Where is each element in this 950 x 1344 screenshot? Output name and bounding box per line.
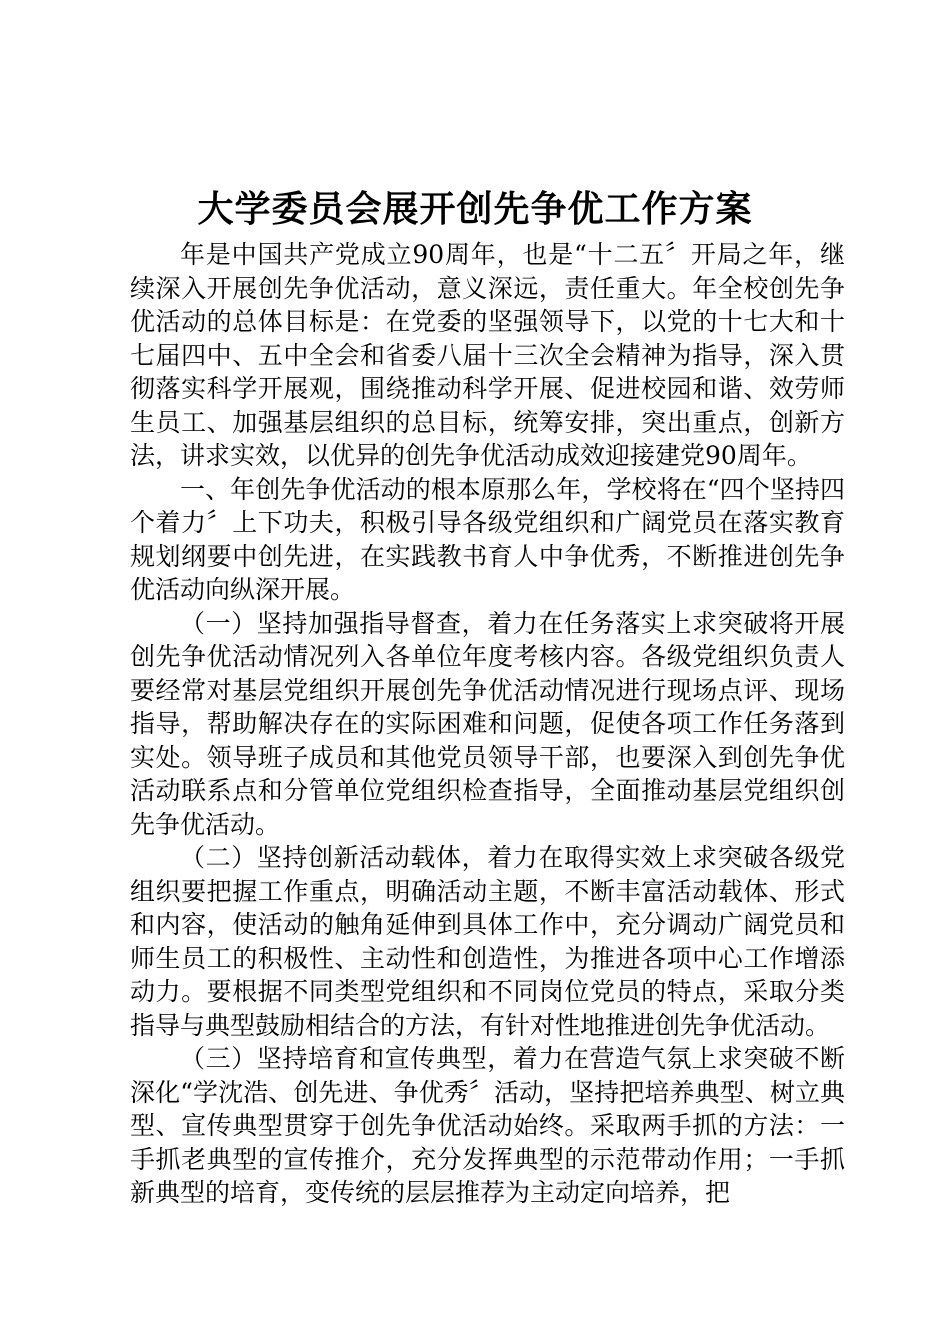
- paragraph-section-1: 一、年创先争优活动的根本原那么年，学校将在“四个坚持四个着力〞上下功夫，积极引导各级党组织和广阔党员在落实教育规划纲要中创先进，在实践教书育人中争优秀，不断推进创先争优活动向纵深开展。: [130, 474, 845, 604]
- paragraph-item-2: （二）坚持创新活动载体，着力在取得实效上求突破各级党组织要把握工作重点，明确活动主题，不断丰富活动载体、形式和内容，使活动的触角延伸到具体工作中，充分调动广阔党员和师生员工的积极性、主动性和创造性，为推进各项中心工作增添动力。要根据不同类型党组织和不同岗位党员的特点，采取分类指导与典型鼓励相结合的方法，有针对性地推进创先争优活动。: [130, 843, 845, 1040]
- paragraph-intro: 年是中国共产党成立90周年，也是“十二五〞开局之年，继续深入开展创先争优活动，意义深远，责任重大。年全校创先争优活动的总体目标是：在党委的坚强领导下，以党的十七大和十七届四中、五中全会和省委八届十三次全会精神为指导，深入贯彻落实科学开展观，围绕推动科学开展、促进校园和谐、效劳师生员工、加强基层组织的总目标，统筹安排，突出重点，创新方法，讲求实效，以优异的创先争优活动成效迎接建党90周年。: [130, 240, 845, 470]
- document-body: [130, 238, 845, 1210]
- paragraph-item-3: （三）坚持培育和宣传典型，着力在营造气氛上求突破不断深化“学沈浩、创先进、争优秀〞活动，坚持把培养典型、树立典型、宣传典型贯穿于创先争优活动始终。采取两手抓的方法：一手抓老典型的宣传推介，充分发挥典型的示范带动作用；一手抓新典型的培育，变传统的层层推荐为主动定向培养，把: [130, 1044, 845, 1207]
- paragraph-item-1: （一）坚持加强指导督查，着力在任务落实上求突破将开展创先争优活动情况列入各单位年度考核内容。各级党组织负责人要经常对基层党组织开展创先争优活动情况进行现场点评、现场指导，帮助解决存在的实际困难和问题，促使各项工作任务落到实处。领导班子成员和其他党员领导干部，也要深入到创先争优活动联系点和分管单位党组织检查指导，全面推动基层党组织创先争优活动。: [130, 608, 845, 839]
- document-title: 大学委员会展开创先争优工作方案: [197, 188, 753, 230]
